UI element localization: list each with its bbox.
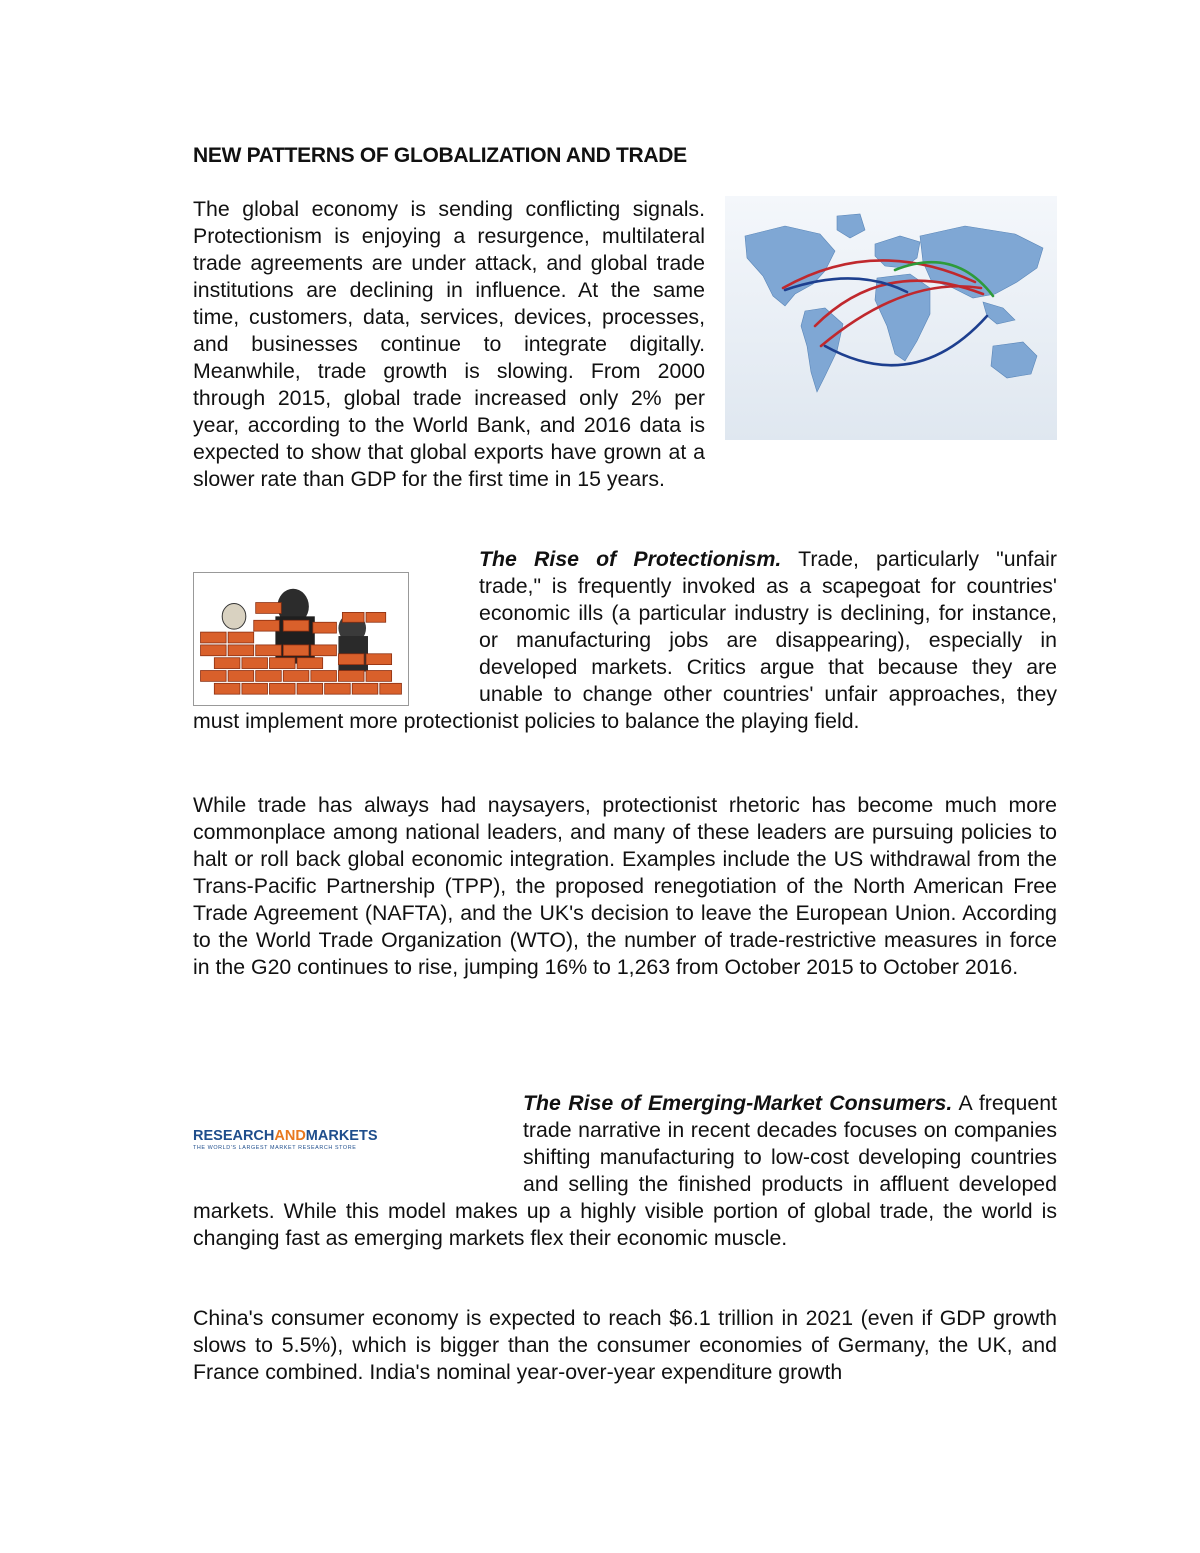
intro-paragraph	[193, 196, 1057, 493]
intro-text: The global economy is sending conflicting signals. Protectionism is enjoying a resurgence, multilateral trade agreements are under attack, and global trade institutions are declining in influence. At the same time, customers, data, services, devices, processes, and businesses continue to integrate digitally. Meanwhile, trade growth is slowing. From 2000 through 2015, global trade increased only 2% per year, according to the World Bank, and 2016 data is expected to show that global exports have grown at a slower rate than GDP for the first time in 15 years.	[193, 197, 705, 491]
world-trade-map-image	[725, 196, 1057, 440]
svg-text:THE WORLD'S LARGEST MARKET RES: THE WORLD'S LARGEST MARKET RESEARCH STORE	[193, 1145, 357, 1151]
emerging-heading: The Rise of Emerging-Market Consumers.	[523, 1091, 953, 1115]
protectionism-paragraph	[193, 546, 1057, 735]
protectionism-text: Trade, particularly "unfair trade," is frequently invoked as a scapegoat for countries' economic ills (a particular industry is declining, for instance, or manufacturing jobs are disappearing), especially in developed markets. Critics argue that because they are unable to change other countries' unfair approaches, they must implement more protectionist policies to balance the playing field.	[193, 547, 1057, 733]
research-and-markets-logo	[193, 1124, 409, 1156]
svg-text:RESEARCHANDMARKETS: RESEARCHANDMARKETS	[193, 1128, 378, 1144]
naysayers-paragraph: While trade has always had naysayers, protectionist rhetoric has become much more commonplace among national leaders, and many of these leaders are pursuing policies to halt or roll back global economic integration. Examples include the US withdrawal from the Trans-Pacific Partnership (TPP), the proposed renegotiation of the North American Free Trade Agreement (NAFTA), and the UK's decision to leave the European Union. According to the World Trade Organization (WTO), the number of trade-restrictive measures in force in the G20 continues to rise, jumping 16% to 1,263 from October 2015 to October 2016.	[193, 793, 1057, 979]
page-title: NEW PATTERNS OF GLOBALIZATION AND TRADE	[193, 144, 687, 167]
brick-wall-cartoon-image	[193, 572, 409, 706]
emerging-text: A frequent trade narrative in recent decades focuses on companies shifting manufacturing to low-cost developing countries and selling the finished products in affluent developed markets. While this model makes up a highly visible portion of global trade, the world is changing fast as emerging markets flex their economic muscle.	[193, 1091, 1057, 1250]
emerging-markets-paragraph	[193, 1090, 1057, 1252]
china-paragraph: China's consumer economy is expected to reach $6.1 trillion in 2021 (even if GDP growth slows to 5.5%), which is bigger than the consumer economies of Germany, the UK, and France combined. India's nominal year-over-year expenditure growth	[193, 1306, 1057, 1384]
protectionism-heading: The Rise of Protectionism.	[479, 547, 782, 571]
